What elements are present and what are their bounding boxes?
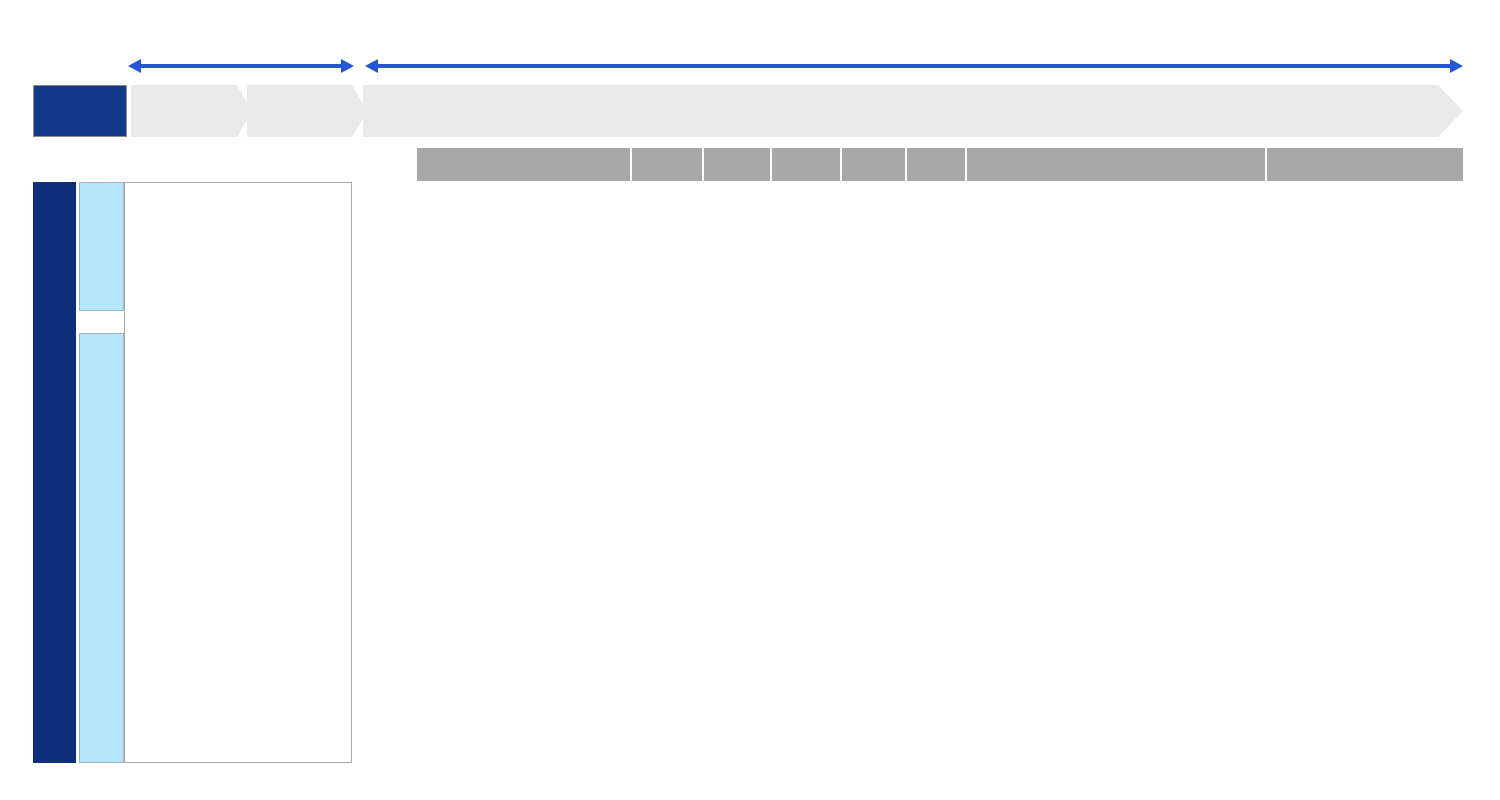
header-features (965, 148, 1265, 181)
header-hybrid (840, 148, 905, 181)
header-laser (770, 148, 840, 181)
region-domestic-cell (79, 182, 124, 311)
chevron-critical-plasma (131, 85, 252, 137)
header-tokamak (630, 148, 702, 181)
table-header (417, 148, 1463, 181)
chevron-continuous-reaction (247, 85, 367, 137)
chevron-energy-efficiency (363, 85, 1463, 137)
experimental-phase-arrow (141, 64, 341, 68)
region-overseas-cell (79, 333, 124, 763)
practical-phase-arrow (378, 64, 1450, 68)
representative-players-sidebar (33, 182, 76, 763)
header-investors (1265, 148, 1463, 181)
header-company (417, 148, 630, 181)
summary-box (124, 182, 352, 763)
header-helical (702, 148, 770, 181)
tech-requirements-box (33, 85, 127, 137)
header-other (905, 148, 965, 181)
